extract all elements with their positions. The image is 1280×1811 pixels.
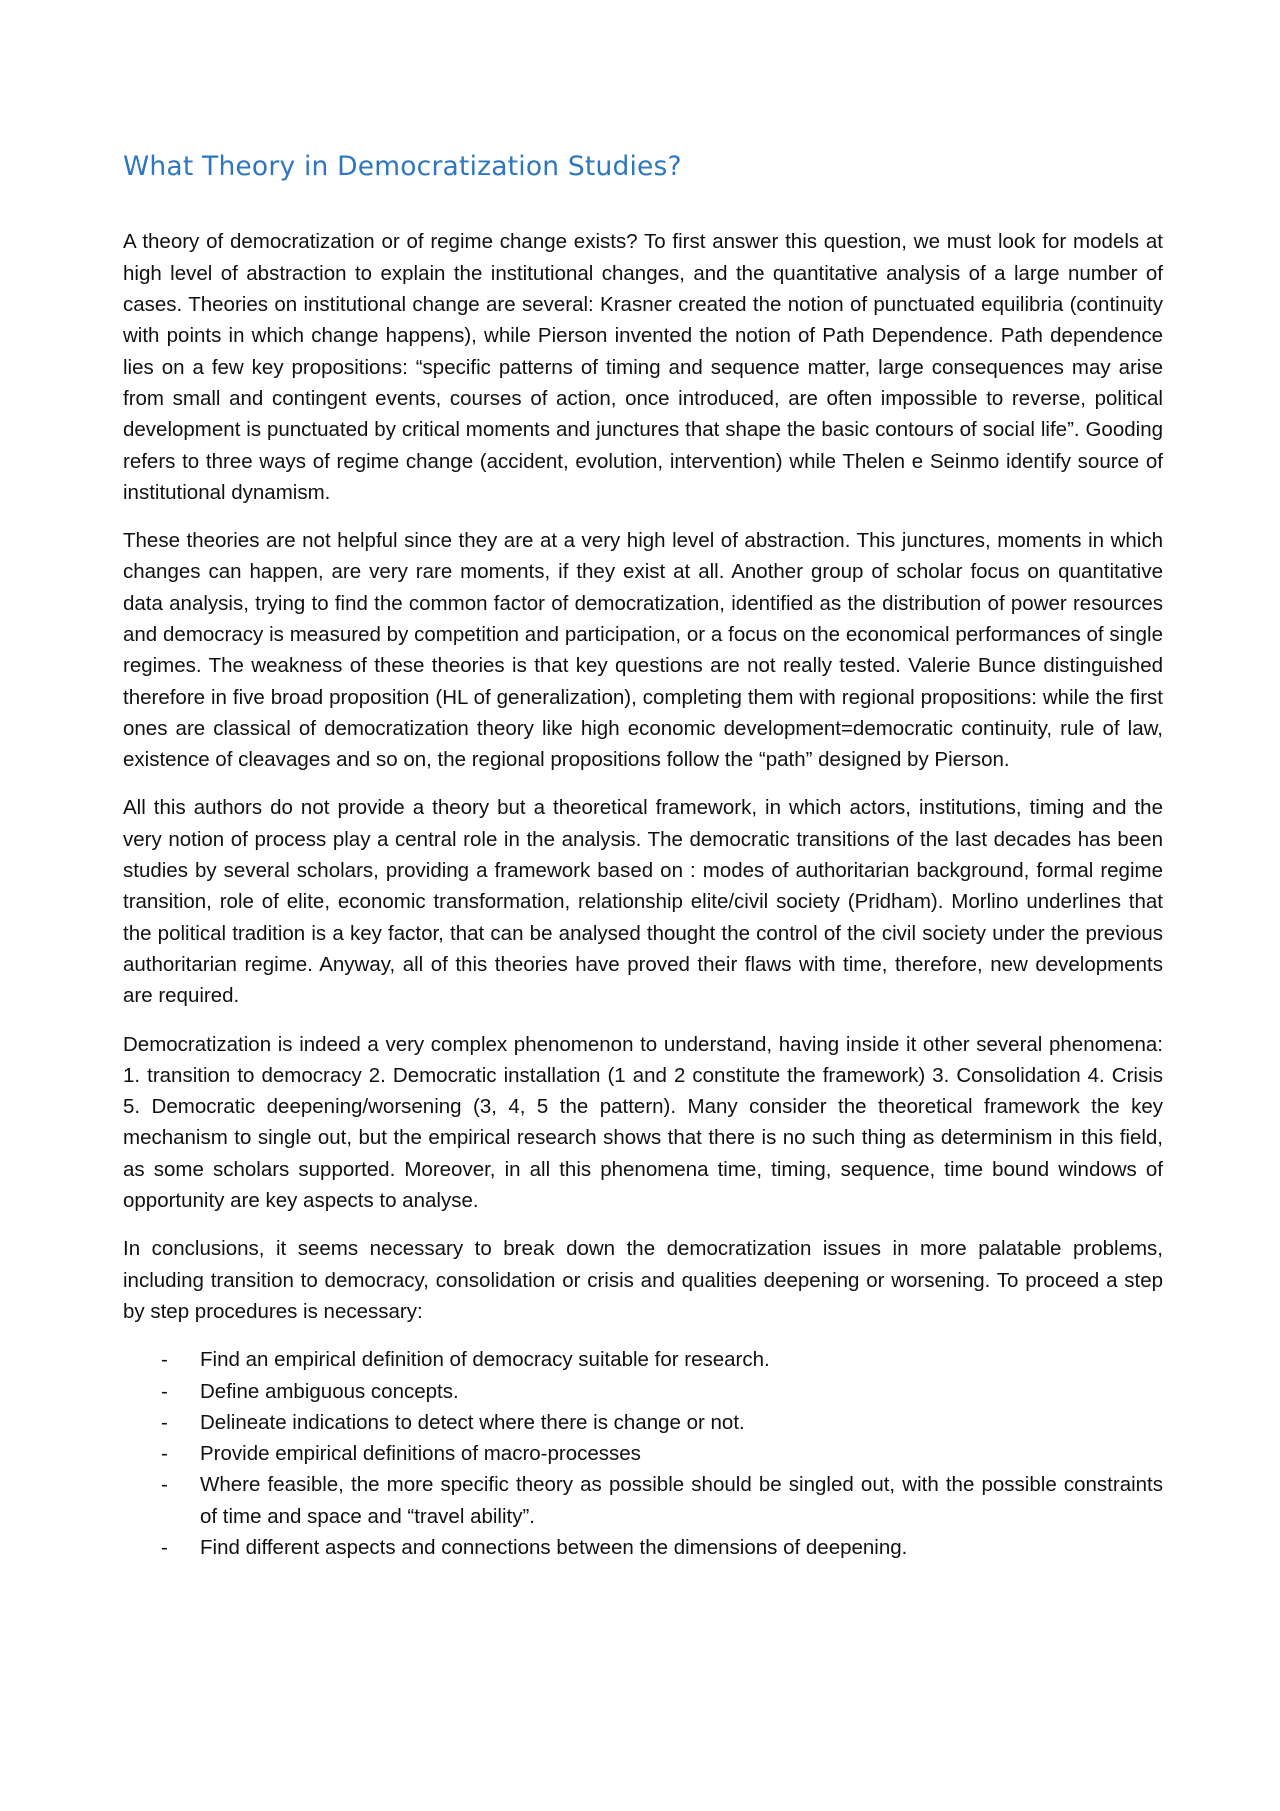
list-item-text: Find an empirical definition of democracy suitable for research. bbox=[200, 1348, 770, 1372]
bullet-dash: - bbox=[161, 1442, 168, 1466]
list-item bbox=[123, 1344, 1163, 1375]
list-item bbox=[123, 1376, 1163, 1407]
list-item-text: Find different aspects and connections between the dimensions of deepening. bbox=[200, 1536, 908, 1560]
paragraph-framework: All this authors do not provide a theory but a theoretical framework, in which actors, institutions, timing and the very notion of process play a central role in the analysis. The democratic transitions of the last decades has been studies by several scholars, providing a framework based on : modes of authoritarian background, formal regime transition, role of elite, economic transformation, relationship elite/civil society (Pridham). Morlino underlines that the political tradition is a key factor, that can be analysed thought the control of the civil society under the previous authoritarian regime. Anyway, all of this theories have proved their flaws with time, therefore, new developments are required. bbox=[123, 796, 1163, 1008]
procedure-list bbox=[123, 1344, 1163, 1563]
list-item-text: Define ambiguous concepts. bbox=[200, 1379, 459, 1403]
list-item-text: Delineate indications to detect where there is change or not. bbox=[200, 1410, 745, 1434]
bullet-dash: - bbox=[161, 1348, 168, 1372]
list-item-text: Where feasible, the more specific theory as possible should be singled out, with the possible constraints of time and space and “travel ability”. bbox=[200, 1473, 1163, 1528]
paragraph-conclusions: In conclusions, it seems necessary to break down the democratization issues in more palatable problems, including transition to democracy, consolidation or crisis and qualities deepening or worsening. To proceed a step by step procedures is necessary: bbox=[123, 1237, 1163, 1323]
paragraph-phenomena: Democratization is indeed a very complex phenomenon to understand, having inside it other several phenomena: 1. transition to democracy 2. Democratic installation (1 and 2 constitute the framework) 3. Consolidation 4. Crisis 5. Democratic deepening/worsening (3, 4, 5 the pattern). Many consider the theoretical framework the key mechanism to single out, but the empirical research shows that there is no such thing as determinism in this field, as some scholars supported. Moreover, in all this phenomena time, timing, sequence, time bound windows of opportunity are key aspects to analyse. bbox=[123, 1032, 1163, 1213]
document-title: What Theory in Democratization Studies? bbox=[123, 151, 682, 182]
list-item bbox=[123, 1407, 1163, 1438]
list-item bbox=[123, 1532, 1163, 1563]
list-item bbox=[123, 1438, 1163, 1469]
bullet-dash: - bbox=[161, 1473, 168, 1497]
bullet-dash: - bbox=[161, 1536, 168, 1560]
document-page bbox=[123, 150, 1163, 1563]
bullet-dash: - bbox=[161, 1410, 168, 1434]
list-item-text: Provide empirical definitions of macro-processes bbox=[200, 1442, 641, 1466]
paragraph-theory-exists: A theory of democratization or of regime change exists? To first answer this question, we must look for models at high level of abstraction to explain the institutional changes, and the quantitative analysis of a large number of cases. Theories on institutional change are several: Krasner created the notion of punctuated equilibria (continuity with points in which change happens), while Pierson invented the notion of Path Dependence. Path dependence lies on a few key propositions: “specific patterns of timing and sequence matter, large consequences may arise from small and contingent events, courses of action, once introduced, are often impossible to reverse, political development is punctuated by critical moments and junctures that shape the basic contours of social life”. Gooding refers to three ways of regime change (accident, evolution, intervention) while Thelen e Seinmo identify source of institutional dynamism. bbox=[123, 230, 1163, 504]
list-item bbox=[123, 1469, 1163, 1532]
bullet-dash: - bbox=[161, 1379, 168, 1403]
paragraph-abstraction: These theories are not helpful since they are at a very high level of abstraction. This junctures, moments in which changes can happen, are very rare moments, if they exist at all. Another group of scholar focus on quantitative data analysis, trying to find the common factor of democratization, identified as the distribution of power resources and democracy is measured by competition and participation, or a focus on the economical performances of single regimes. The weakness of these theories is that key questions are not really tested. Valerie Bunce distinguished therefore in five broad proposition (HL of generalization), completing them with regional propositions: while the first ones are classical of democratization theory like high economic development=democratic continuity, rule of law, existence of cleavages and so on, the regional propositions follow the “path” designed by Pierson. bbox=[123, 529, 1163, 772]
